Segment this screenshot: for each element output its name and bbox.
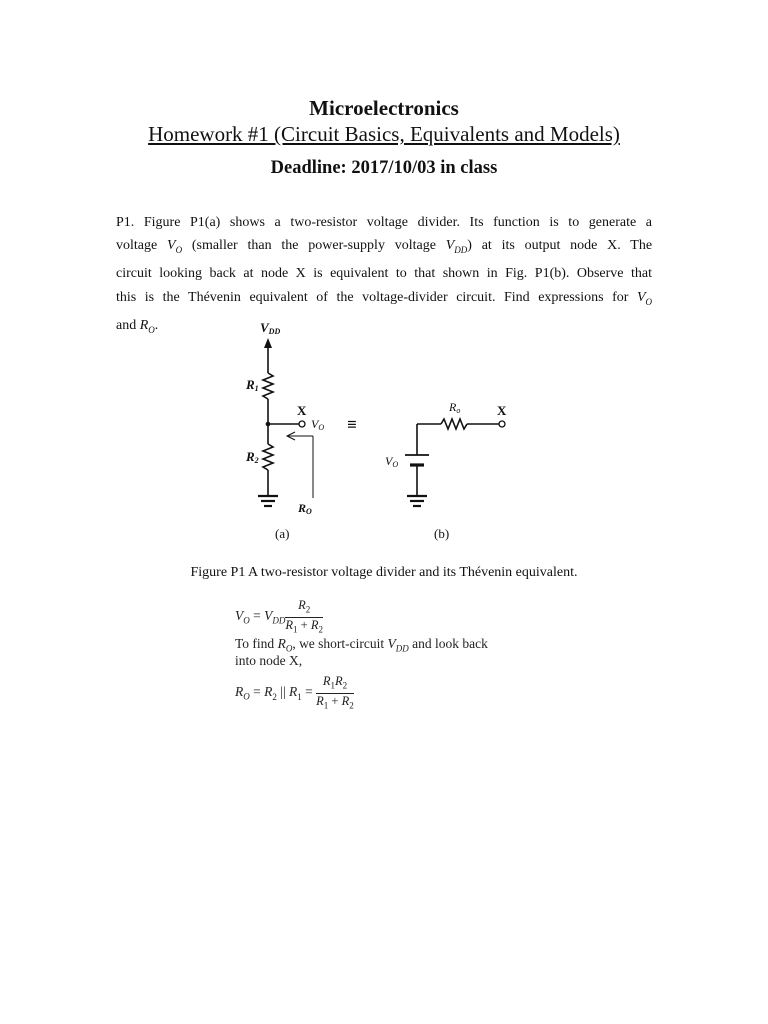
label-b: (b) [434,526,450,541]
problem-line-5a: and [116,317,137,333]
var-vo: $V_O$ [167,238,183,256]
problem-line-2c: ) at its output node X. The [467,238,653,254]
battery [405,455,429,465]
voltage-divider-circuit [263,344,313,498]
vdd-arrow [264,338,272,348]
node-dot [266,422,271,427]
label-vo-a: VO [311,417,325,432]
problem-line-2a: voltage [116,238,158,254]
label-ro-b: Ro [449,400,461,415]
ground-a [258,496,278,506]
thevenin-circuit [417,419,499,496]
label-vo-b: VO [385,454,399,469]
equation-vo: $V_O = V_{DD}$ $\frac{R_2}{R_1 + R_2}$ [235,598,323,634]
problem-line-4 [116,286,652,314]
document-title: Microelectronics [309,96,459,120]
label-a: (a) [275,526,290,541]
var-vo: $V_O$ [636,289,653,307]
document-subtitle: Homework #1 (Circuit Basics, Equivalents and Models) [148,122,620,146]
label-vdd: VDD [260,320,281,336]
figure-caption: Figure P1 A two-resistor voltage divider and its Thévenin equivalent. [190,565,578,580]
label-ro-a: RO [298,501,312,516]
label-x-b: X [497,403,507,418]
problem-line-5: and $R_O$. [116,317,159,335]
problem-line-1: P1. Figure P1(a) shows a two-resistor voltage divider. Its function is to generate a [116,215,652,230]
problem-line-2b: (smaller than the power-supply voltage [191,238,436,254]
equation-ro: $R_O = R_2$ || $R_1$ = $\frac{R_1R_2}{R_1 + R_2}$ [235,674,354,710]
circuit-figure [215,318,535,546]
label-r1: R1 [246,377,259,393]
label-r2: R2 [246,449,259,465]
label-x-a: X [297,403,307,418]
problem-line-2 [116,234,652,262]
problem-line-3: circuit looking back at node X is equivalent to that shown in Fig. P1(b). Observe that [116,266,652,282]
answer-text-1: To find $R_O$, we short-circuit $V_{DD}$ and look back [235,636,488,654]
answer-text-2: into node X, [235,653,303,668]
problem-line-4a: this is the Thévenin equivalent of the voltage-divider circuit. Find expressions for [116,289,629,305]
var-vdd: $V_{DD}$ [445,238,468,256]
deadline: Deadline: 2017/10/03 in class [270,158,498,178]
terminal-x-a [299,421,305,427]
ground-b [407,496,427,506]
answer-image [229,596,499,712]
terminal-x-b [499,421,505,427]
equivalence-sign: ≡ [347,415,357,434]
var-ro: $R_O$ [139,317,155,335]
